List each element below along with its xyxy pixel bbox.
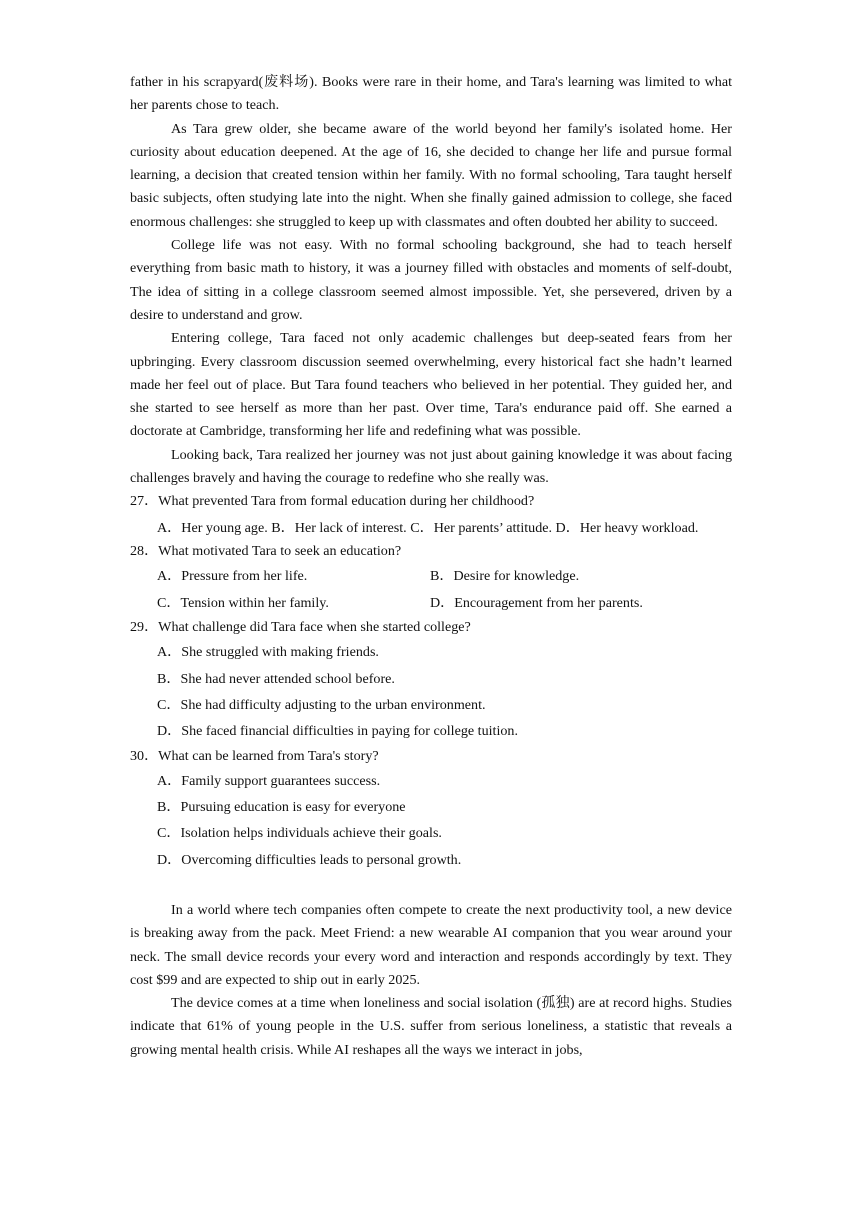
passage1-paragraph-2: As Tara grew older, she became aware of the world beyond her family's isolated home. Her curiosity about education deepened. At the age of 16, she decided to change her life and pursue formal learning, a decision that created tension within her family. With no formal schooling, Tara taught herself basic subjects, often studying late into the night. When she finally gained admission to college, she faced enormous challenges: she struggled to keep up with classmates and often doubted her ability to succeed. <box>130 120 732 230</box>
passage1-paragraph-4: Entering college, Tara faced not only academic challenges but deep-seated fears from her upbringing. Every classroom discussion seemed overwhelming, every historical fact she hadn’t learned made her feel out of place. But Tara found teachers who believed in her potential. They guided her, and she started to see herself as more than her past. Over time, Tara's endurance paid off. She earned a doctorate at Cambridge, transforming her life and redefining what was possible. <box>130 330 732 440</box>
question-27-options-line: A．Her young age. B．Her lack of interest. C．Her parents’ attitude. D．Her heavy workload. <box>157 519 699 536</box>
question-28-stem: 28．What motivated Tara to seek an education? <box>130 543 402 560</box>
passage1-paragraph-5: Looking back, Tara realized her journey was not just about gaining knowledge it was about facing challenges bravely and having the courage to redefine who she really was. <box>130 446 732 487</box>
passage1-paragraph-3: College life was not easy. With no formal schooling background, she had to teach herself everything from basic math to history, it was a journey filled with obstacles and moments of self-doubt, The idea of sitting in a college classroom seemed almost impossible. Yet, she persevered, driven by a desire to understand and grow. <box>130 237 732 323</box>
question-30-stem: 30．What can be learned from Tara's story? <box>130 747 379 764</box>
question-28-options <box>130 563 732 616</box>
question-27-stem: 27．What prevented Tara from formal education during her childhood? <box>130 493 535 510</box>
question-30 <box>130 745 732 873</box>
question-30-option-c: C．Isolation helps individuals achieve their goals. <box>157 825 442 842</box>
question-29-option-c: C．She had difficulty adjusting to the urban environment. <box>157 696 486 713</box>
question-29-option-a: A．She struggled with making friends. <box>157 644 379 661</box>
question-28-options-row-1 <box>157 563 732 589</box>
document-content <box>130 71 732 1062</box>
question-30-option-d: D．Overcoming difficulties leads to personal growth. <box>157 851 462 868</box>
question-29-options <box>130 639 732 744</box>
question-29-stem: 29．What challenge did Tara face when she started college? <box>130 619 471 636</box>
question-30-option-a: A．Family support guarantees success. <box>157 772 381 789</box>
question-28-option-a: A．Pressure from her life. <box>157 568 308 585</box>
question-28-option-d: D．Encouragement from her parents. <box>430 594 643 611</box>
passage2-paragraph-2: The device comes at a time when loneliness and social isolation (孤独) are at record highs. Studies indicate that 61% of young people in the U.S. suffer from serious loneliness, a statistic that reveals a growing mental health crisis. While AI reshapes all the ways we interact in jobs, <box>130 995 732 1058</box>
question-28-option-b: B．Desire for knowledge. <box>430 568 580 585</box>
passage1-paragraph-1: father in his scrapyard(废料场). Books were rare in their home, and Tara's learning was limited to what her parents chose to teach. <box>130 74 732 114</box>
question-29 <box>130 616 732 744</box>
question-30-options <box>130 768 732 873</box>
question-28 <box>130 540 732 616</box>
section-spacer <box>130 873 732 899</box>
question-27 <box>130 490 732 540</box>
question-28-options-row-2 <box>157 590 732 616</box>
question-28-option-c: C．Tension within her family. <box>157 594 329 611</box>
question-30-option-b: B．Pursuing education is easy for everyone <box>157 799 406 816</box>
question-29-option-b: B．She had never attended school before. <box>157 670 395 687</box>
question-29-option-d: D．She faced financial difficulties in paying for college tuition. <box>157 723 518 740</box>
question-27-options <box>130 514 732 541</box>
passage2-paragraph-1: In a world where tech companies often compete to create the next productivity tool, a new device is breaking away from the pack. Meet Friend: a new wearable AI companion that you wear around your neck. The small device records your every word and interaction and responds accordingly by text. They cost $99 and are expected to ship out in early 2025. <box>130 902 732 988</box>
